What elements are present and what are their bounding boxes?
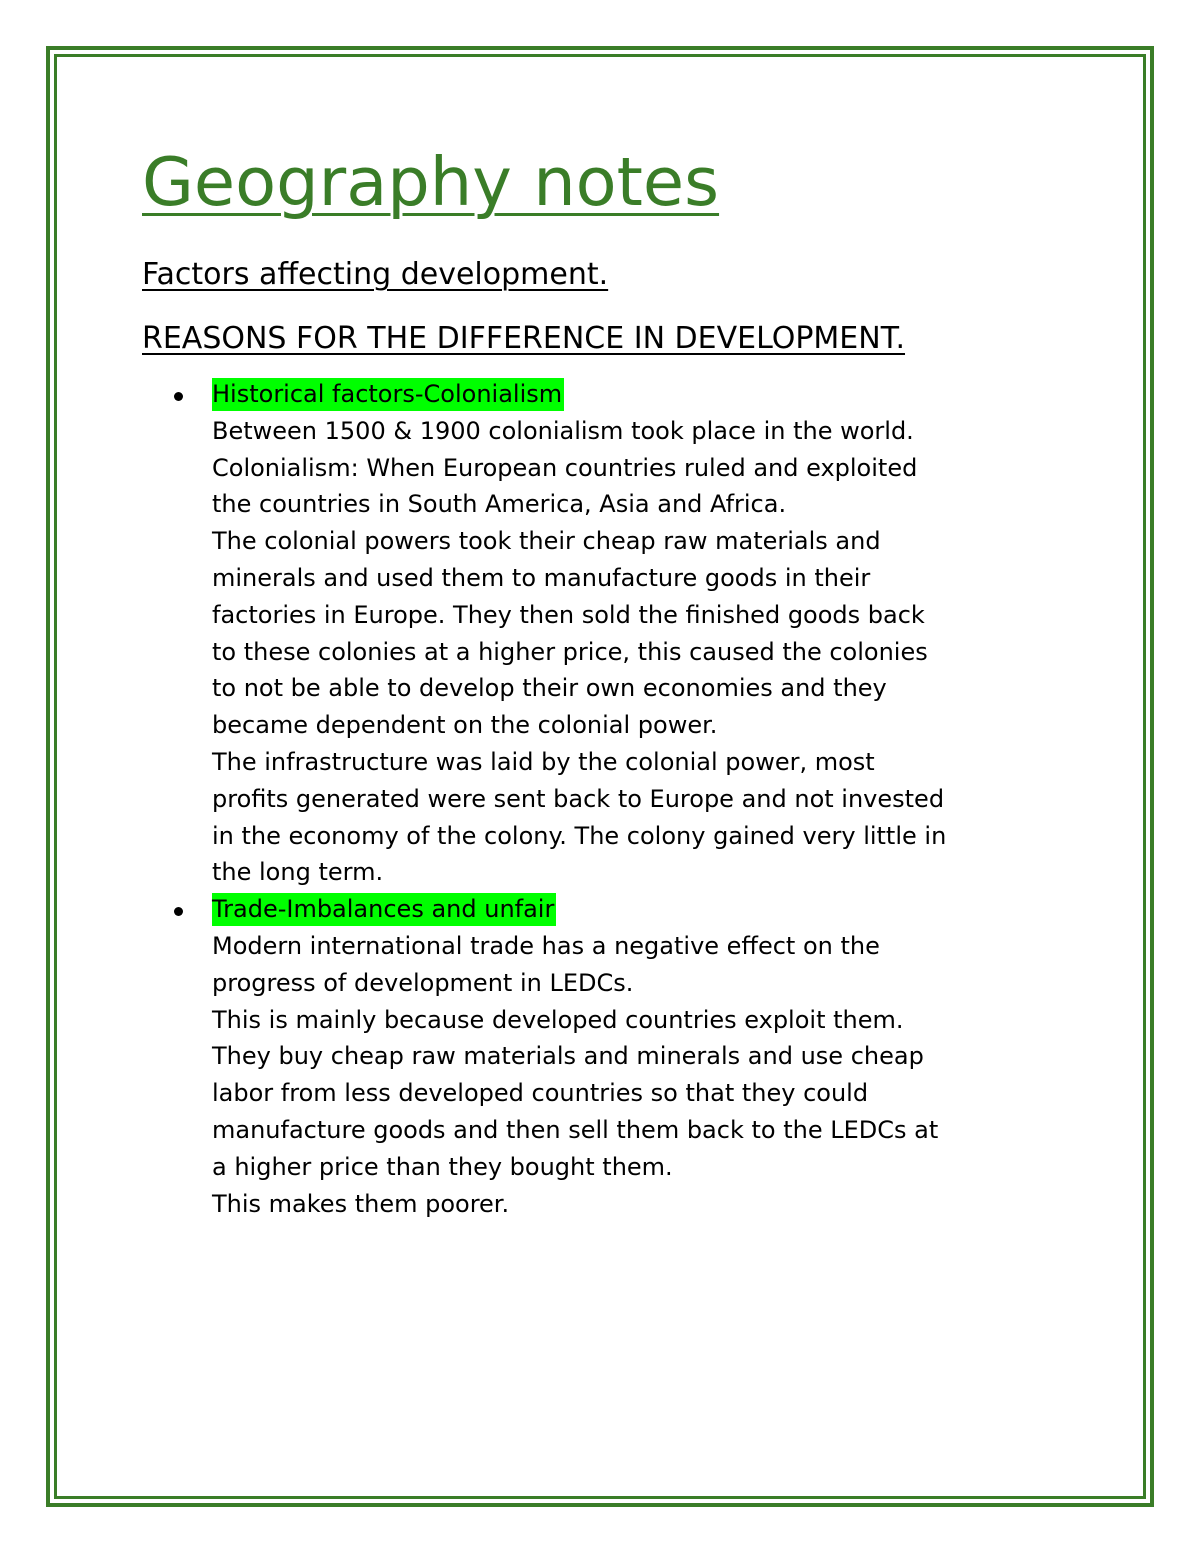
text-line: to not be able to develop their own economies and they bbox=[212, 674, 887, 703]
document-body bbox=[142, 138, 1062, 1222]
bullet-point-icon bbox=[174, 392, 183, 401]
text-line: The colonial powers took their cheap raw materials and bbox=[212, 527, 881, 556]
text-line: labor from less developed countries so that they could bbox=[212, 1079, 869, 1108]
text-line: Between 1500 & 1900 colonialism took place in the world. bbox=[212, 416, 914, 445]
bullet-point-icon bbox=[174, 907, 183, 916]
bullet-list bbox=[142, 376, 1062, 1222]
text-line: a higher price than they bought them. bbox=[212, 1152, 673, 1181]
subtitle: Factors affecting development. bbox=[142, 257, 609, 292]
text-line: manufacture goods and then sell them back to the LEDCs at bbox=[212, 1115, 939, 1144]
page-title: Geography notes bbox=[142, 143, 720, 221]
text-line: progress of development in LEDCs. bbox=[212, 968, 634, 997]
text-line: the countries in South America, Asia and Africa. bbox=[212, 490, 787, 519]
section-heading: REASONS FOR THE DIFFERENCE IN DEVELOPMENT. bbox=[142, 321, 906, 356]
bullet-item-trade bbox=[142, 891, 1062, 1222]
text-line: They buy cheap raw materials and minerals and use cheap bbox=[212, 1042, 924, 1071]
text-line: Modern international trade has a negative effect on the bbox=[212, 931, 880, 960]
text-line: in the economy of the colony. The colony gained very little in bbox=[212, 821, 947, 850]
text-line: The infrastructure was laid by the colonial power, most bbox=[212, 747, 875, 776]
text-line: This makes them poorer. bbox=[212, 1189, 510, 1218]
bullet-item-colonialism bbox=[142, 376, 1062, 891]
bullet-heading: Trade-Imbalances and unfair bbox=[212, 893, 556, 926]
text-line: to these colonies at a higher price, this caused the colonies bbox=[212, 637, 928, 666]
bullet-text bbox=[212, 928, 1062, 1222]
text-line: This is mainly because developed countries exploit them. bbox=[212, 1005, 904, 1034]
text-line: minerals and used them to manufacture goods in their bbox=[212, 563, 871, 592]
text-line: the long term. bbox=[212, 858, 384, 887]
bullet-heading: Historical factors-Colonialism bbox=[212, 378, 564, 411]
text-line: became dependent on the colonial power. bbox=[212, 711, 718, 740]
text-line: Colonialism: When European countries ruled and exploited bbox=[212, 453, 918, 482]
bullet-text bbox=[212, 413, 1062, 891]
text-line: profits generated were sent back to Europe and not invested bbox=[212, 784, 945, 813]
text-line: factories in Europe. They then sold the finished goods back bbox=[212, 600, 925, 629]
